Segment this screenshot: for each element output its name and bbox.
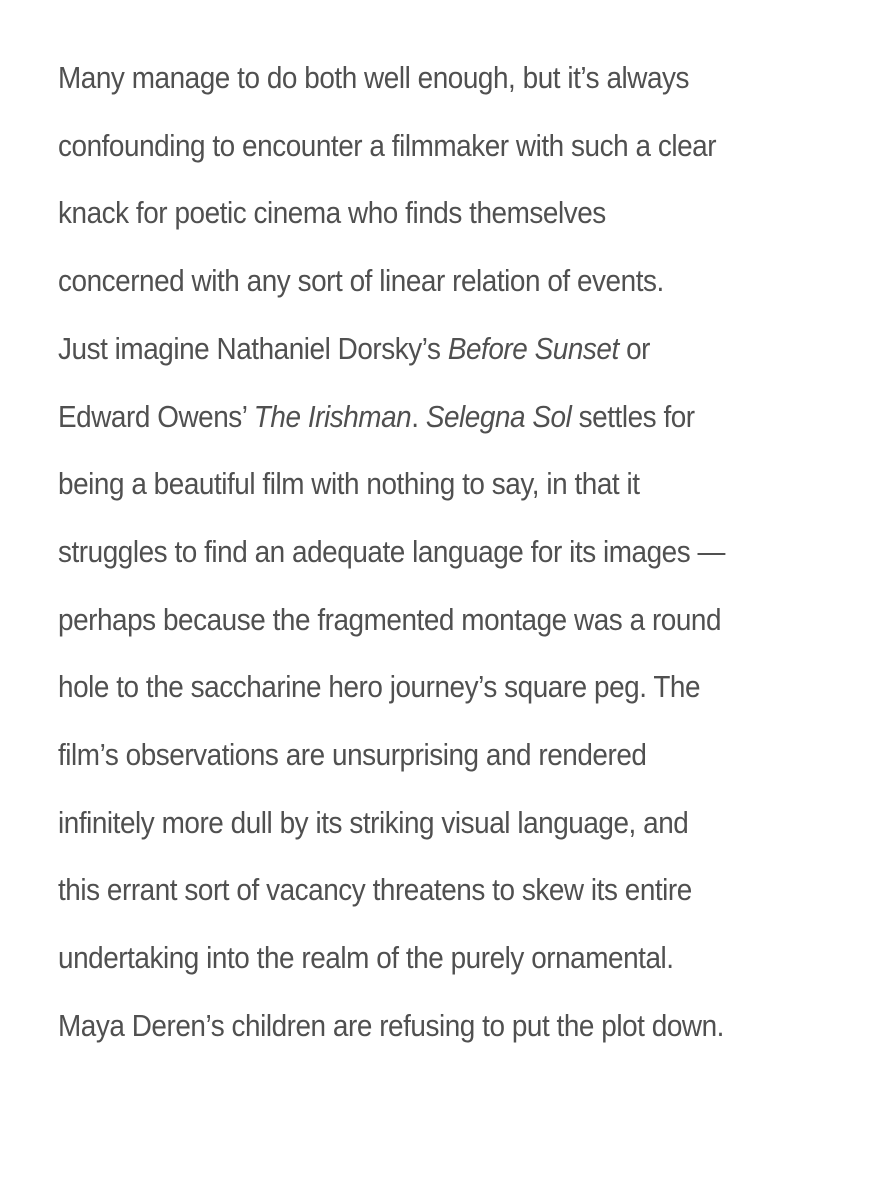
- text-run: this errant sort of vacancy threatens to skew its entire: [58, 872, 692, 908]
- article-paragraph: [58, 44, 796, 1060]
- text-run: knack for poetic cinema who finds themselves: [58, 195, 606, 231]
- text-run: or: [618, 330, 651, 366]
- paragraph-line: [58, 789, 796, 857]
- text-run: perhaps because the fragmented montage was a round: [58, 601, 722, 637]
- paragraph-line: [58, 856, 796, 924]
- text-run: hole to the saccharine hero journey’s square peg. The: [58, 669, 701, 705]
- text-run: settles for: [571, 398, 695, 434]
- paragraph-line: [58, 179, 796, 247]
- paragraph-line: [58, 315, 796, 383]
- paragraph-line: [58, 247, 796, 315]
- text-run: concerned with any sort of linear relation of events.: [58, 263, 664, 299]
- text-run: film’s observations are unsurprising and rendered: [58, 737, 647, 773]
- paragraph-line: [58, 518, 796, 586]
- paragraph-line: [58, 924, 796, 992]
- paragraph-line: [58, 383, 796, 451]
- text-run: Maya Deren’s children are refusing to put the plot down.: [58, 1007, 724, 1043]
- text-run: Many manage to do both well enough, but it’s always: [58, 60, 690, 95]
- paragraph-line: [58, 992, 796, 1060]
- text-run: struggles to find an adequate language for its images —: [58, 533, 725, 569]
- paragraph-line: [58, 721, 796, 789]
- paragraph-line: [58, 653, 796, 721]
- text-run: undertaking into the realm of the purely ornamental.: [58, 940, 674, 976]
- text-run: Just imagine Nathaniel Dorsky’s: [58, 330, 448, 366]
- text-run: infinitely more dull by its striking visual language, and: [58, 804, 689, 840]
- paragraph-line: [58, 112, 796, 180]
- film-title-italic: Selegna Sol: [425, 398, 572, 434]
- paragraph-line: [58, 586, 796, 654]
- text-run: being a beautiful film with nothing to say, in that it: [58, 466, 640, 502]
- film-title-italic: The Irishman: [253, 398, 412, 434]
- paragraph-line: [58, 44, 796, 112]
- film-title-italic: Before Sunset: [447, 330, 619, 366]
- paragraph-line: [58, 450, 796, 518]
- text-run: confounding to encounter a filmmaker with such a clear: [58, 127, 717, 163]
- text-run: .: [411, 398, 426, 434]
- text-run: Edward Owens’: [58, 398, 254, 434]
